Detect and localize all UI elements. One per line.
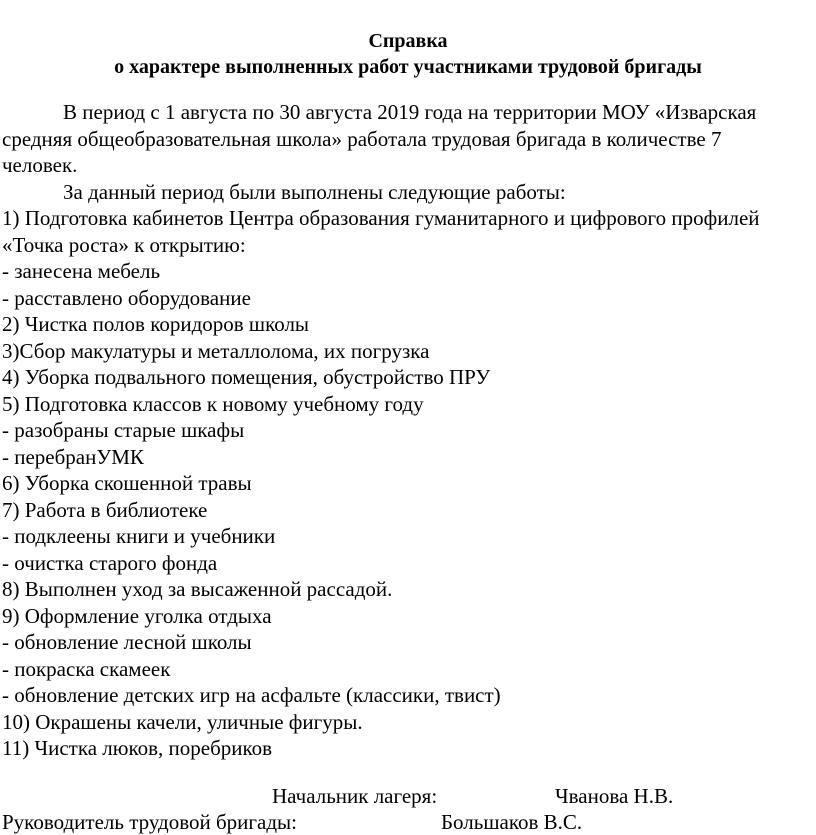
camp-head-name: Чванова Н.В.	[555, 784, 674, 808]
work-item: 11) Чистка люков, поребриков	[2, 736, 273, 760]
document-title: Справка	[368, 30, 448, 52]
brigade-head-name: Большаков В.С.	[441, 810, 583, 834]
work-item: 8) Выполнен уход за высаженной рассадой.	[2, 577, 393, 601]
document-subtitle: о характере выполненных работ участниками трудовой бригады	[114, 56, 702, 78]
work-item: - покраска скамеек	[2, 656, 171, 681]
work-item: - подклеены книги и учебники	[2, 524, 276, 548]
work-item: - обновление лесной школы	[2, 630, 252, 654]
work-item: - перебранУМК	[2, 444, 144, 469]
document-body	[2, 99, 802, 762]
intro-paragraph: В период с 1 августа по 30 августа 2019 года на территории МОУ «Изварская средняя общеобразовательная школа» работала трудовая бригада в количестве 7 человек.	[2, 100, 757, 177]
work-item: - расставлено оборудование	[2, 285, 251, 310]
work-item: - очистка старого фонда	[2, 550, 218, 575]
work-item: 1) Подготовка кабинетов Центра образования гуманитарного и цифрового профилей «Точка роста» к открытию:	[2, 206, 760, 257]
work-item: 7) Работа в библиотеке	[2, 497, 208, 522]
work-item: 5) Подготовка классов к новому учебному году	[2, 391, 424, 416]
work-item: 9) Оформление уголка отдыха	[2, 603, 272, 628]
brigade-head-role: Руководитель трудовой бригады:	[2, 810, 297, 834]
works-intro-paragraph: За данный период были выполнены следующие работы:	[63, 179, 566, 204]
work-item: - разобраны старые шкафы	[2, 418, 245, 442]
work-item: 6) Уборка скошенной травы	[2, 471, 252, 495]
work-item: - занесена мебель	[2, 259, 161, 283]
work-item: 4) Уборка подвального помещения, обустройство ПРУ	[2, 365, 491, 389]
work-item: - обновление детских игр на асфальте (классики, твист)	[2, 683, 501, 707]
work-item: 2) Чистка полов коридоров школы	[2, 312, 310, 336]
camp-head-role: Начальник лагеря:	[272, 784, 438, 808]
work-item: 3)Сбор макулатуры и металлолома, их погрузка	[2, 338, 430, 363]
work-item: 10) Окрашены качели, уличные фигуры.	[2, 709, 363, 734]
